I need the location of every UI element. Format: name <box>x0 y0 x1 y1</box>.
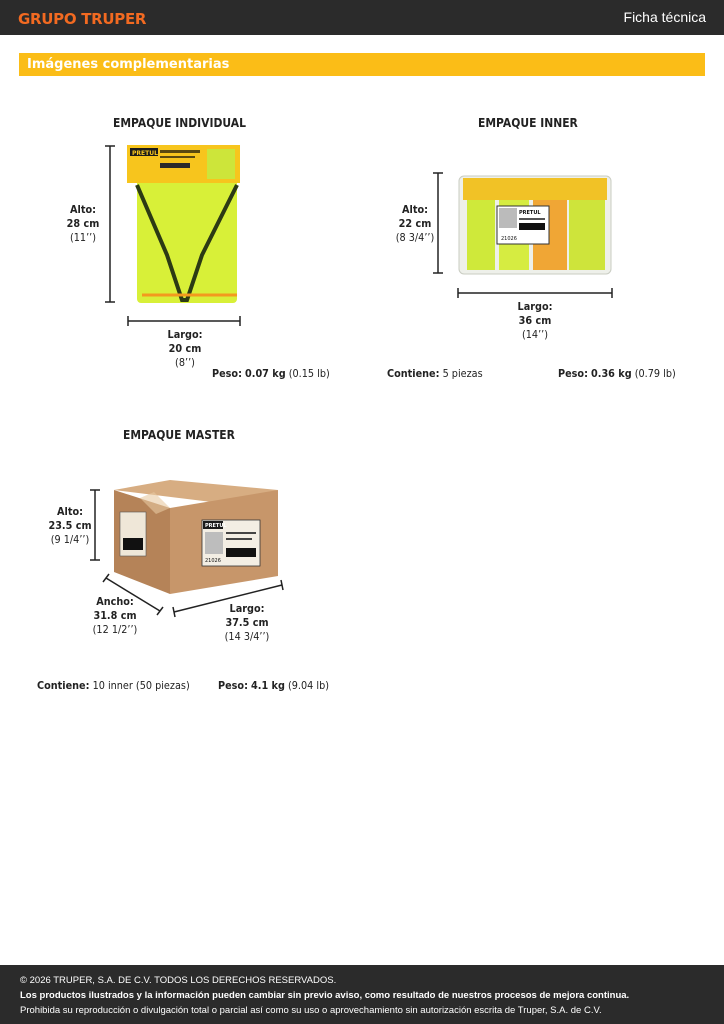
inner-package-title: EMPAQUE INNER <box>478 115 578 130</box>
master-weight: Peso: 4.1 kg (9.04 lb) <box>218 679 330 692</box>
master-package-title: EMPAQUE MASTER <box>123 427 235 442</box>
master-width-label: Ancho: 31.8 cm (12 1/2’’) <box>92 595 138 636</box>
inner-weight: Peso: 0.36 kg (0.79 lb) <box>558 367 676 380</box>
grupo-truper-logo[interactable]: GRUPO TRUPER <box>18 10 147 28</box>
master-box-image <box>110 478 282 596</box>
footer-prohibition: Prohibida su reproducción o divulgación total o parcial así como su uso o aprovechamiento sin autorización escrita de Truper, S.A. de C.V. <box>20 1005 602 1016</box>
master-length-label: Largo: 37.5 cm (14 3/4’’) <box>224 602 270 643</box>
inner-contains: Contiene: 5 piezas <box>387 367 483 380</box>
inner-height-label: Alto: 22 cm (8 3/4’’) <box>395 203 435 244</box>
master-contains: Contiene: 10 inner (50 piezas) <box>37 679 190 692</box>
individual-weight: Peso: 0.07 kg (0.15 lb) <box>212 367 330 380</box>
footer <box>0 965 724 1024</box>
master-brand-label: PRETUL <box>205 523 227 529</box>
inner-length-label: Largo: 36 cm (14’’) <box>517 300 553 341</box>
footer-copyright: © 2026 TRUPER, S.A. DE C.V. TODOS LOS DERECHOS RESERVADOS. <box>20 975 337 986</box>
individual-length-line <box>128 316 240 326</box>
individual-length-label: Largo: 20 cm (8’’) <box>167 328 203 369</box>
section-title: Imágenes complementarias <box>27 57 230 72</box>
individual-package-title: EMPAQUE INDIVIDUAL <box>113 115 246 130</box>
document-title: Ficha técnica <box>623 9 706 25</box>
footer-notice: Los productos ilustrados y la información pueden cambiar sin previo aviso, como resultado de nuestros procesos de mejora continua. <box>20 990 630 1001</box>
individual-brand-label: PRETUL <box>132 150 158 157</box>
inner-package-image <box>457 172 613 276</box>
inner-brand-label: PRETUL <box>519 210 541 216</box>
master-sku-label: 21026 <box>205 558 221 564</box>
individual-height-label: Alto: 28 cm (11’’) <box>66 203 100 244</box>
inner-length-line <box>458 288 612 298</box>
inner-sku-label: 21026 <box>501 236 517 242</box>
master-height-label: Alto: 23.5 cm (9 1/4’’) <box>48 505 92 546</box>
individual-package-image <box>127 145 242 305</box>
